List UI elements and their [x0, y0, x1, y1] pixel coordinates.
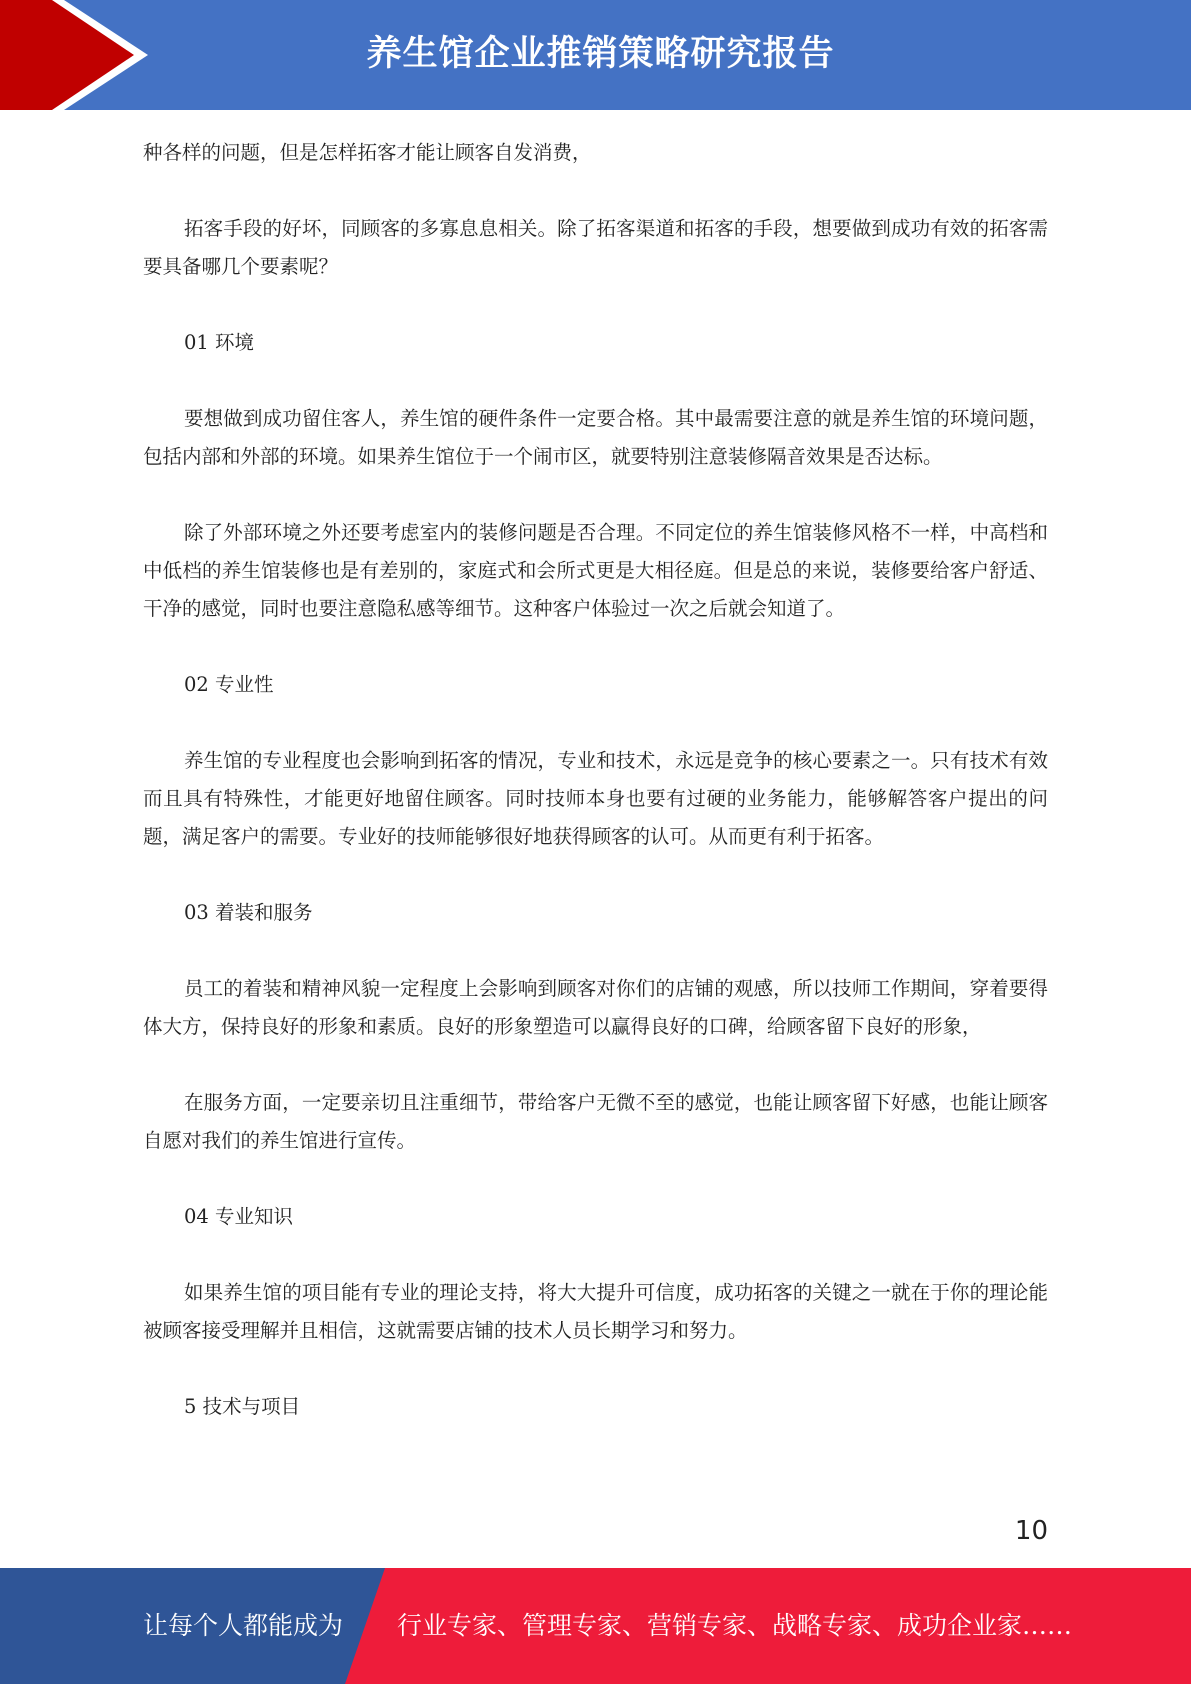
footer-banner — [0, 1568, 1191, 1684]
header-banner — [0, 0, 1191, 110]
paragraph-environment-2: 除了外部环境之外还要考虑室内的装修问题是否合理。不同定位的养生馆装修风格不一样，中高档和中低档的养生馆装修也是有差别的，家庭式和会所式更是大相径庭。但是总的来说，装修要给客户舒适、干净的感觉，同时也要注意隐私感等细节。这种客户体验过一次之后就会知道了。 — [143, 521, 1048, 620]
report-title: 养生馆企业推销策略研究报告 — [366, 34, 835, 74]
paragraph-knowledge: 如果养生馆的项目能有专业的理论支持，将大大提升可信度，成功拓客的关键之一就在于你的理论能被顾客接受理解并且相信，这就需要店铺的技术人员长期学习和努力。 — [143, 1281, 1048, 1342]
paragraph-service: 在服务方面，一定要亲切且注重细节，带给客户无微不至的感觉，也能让顾客留下好感，也能让顾客自愿对我们的养生馆进行宣传。 — [143, 1091, 1048, 1152]
paragraph-attire: 员工的着装和精神风貌一定程度上会影响到顾客对你们的店铺的观感，所以技师工作期间，穿着要得体大方，保持良好的形象和素质。良好的形象塑造可以赢得良好的口碑，给顾客留下良好的形象， — [143, 977, 1048, 1038]
paragraph-intro: 拓客手段的好坏，同顾客的多寡息息相关。除了拓客渠道和拓客的手段，想要做到成功有效的拓客需要具备哪几个要素呢？ — [143, 217, 1048, 278]
section-heading-professionalism: 02 专业性 — [184, 673, 274, 696]
paragraph-continuation: 种各样的问题，但是怎样拓客才能让顾客自发消费， — [143, 141, 592, 164]
footer-roles: 行业专家、管理专家、营销专家、战略专家、成功企业家…… — [397, 1611, 1073, 1640]
section-heading-technique: 5 技术与项目 — [184, 1395, 301, 1418]
footer-slogan: 让每个人都能成为 — [143, 1611, 344, 1640]
page-number: 10 — [1014, 1516, 1048, 1546]
document-body — [143, 134, 1048, 1464]
section-heading-environment: 01 环境 — [184, 331, 255, 354]
paragraph-professionalism: 养生馆的专业程度也会影响到拓客的情况，专业和技术，永远是竞争的核心要素之一。只有技术有效而且具有特殊性，才能更好地留住顾客。同时技师本身也要有过硬的业务能力，能够解答客户提出的问题，满足客户的需要。专业好的技师能够很好地获得顾客的认可。从而更有利于拓客。 — [143, 749, 1048, 848]
paragraph-environment-1: 要想做到成功留住客人，养生馆的硬件条件一定要合格。其中最需要注意的就是养生馆的环境问题，包括内部和外部的环境。如果养生馆位于一个闹市区，就要特别注意装修隔音效果是否达标。 — [143, 407, 1048, 468]
section-heading-knowledge: 04 专业知识 — [184, 1205, 294, 1228]
section-heading-attire-service: 03 着装和服务 — [184, 901, 313, 924]
